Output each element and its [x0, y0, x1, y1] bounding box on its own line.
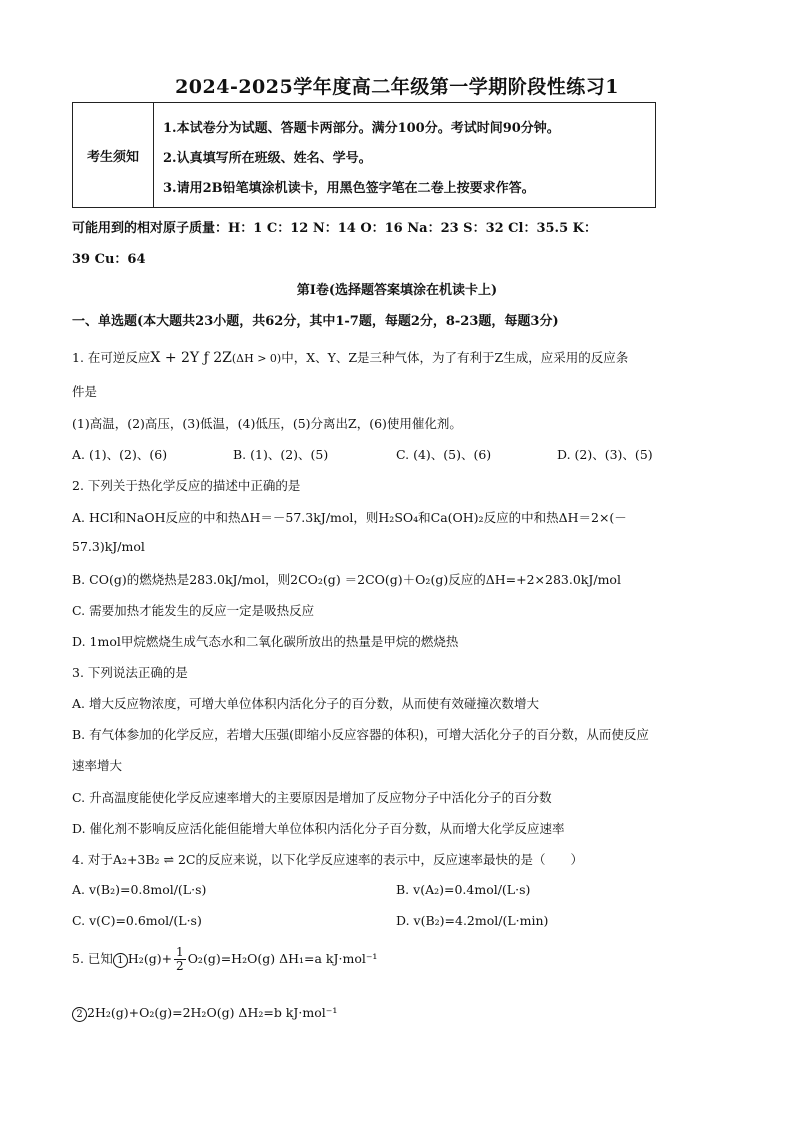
q5-eq1-part1: H₂(g)+: [127, 951, 173, 966]
q1-post: 中，X、Y、Z是三种气体，为了有利于Z生成，应采用的反应条: [281, 350, 629, 365]
q2-option-a-cont: 57.3)kJ/mol: [72, 539, 145, 554]
section-title: 第Ⅰ卷(选择题答案填涂在机读卡上): [296, 283, 498, 298]
notice-box: [72, 102, 656, 208]
question-1-stem: [72, 348, 628, 366]
q3-option-b-cont: 速率增大: [72, 758, 123, 773]
q5-fraction-denominator: 2: [176, 959, 184, 973]
q5-pre: 5. 已知: [72, 951, 113, 966]
q1-equation: X + 2Y ƒ 2Z: [150, 350, 232, 366]
q2-option-c: C. 需要加热才能发生的反应一定是吸热反应: [72, 603, 315, 618]
q1-option-d: D. (2)、(3)、(5): [557, 447, 653, 462]
q3-option-d: D. 催化剂不影响反应活化能但能增大单位体积内活化分子百分数，从而增大化学反应速率: [72, 821, 565, 836]
q3-option-b: B. 有气体参加的化学反应，若增大压强(即缩小反应容器的体积)，可增大活化分子的百分数，从而使反应: [72, 727, 649, 742]
q5-marker-1: 1: [113, 953, 128, 968]
q1-option-a: A. (1)、(2)、(6): [72, 447, 168, 462]
q5-eq1-part2: O₂(g)=H₂O(g) ΔH₁=a kJ·mol⁻¹: [187, 951, 378, 966]
q2-option-d: D. 1mol甲烷燃烧生成气态水和二氧化碳所放出的热量是甲烷的燃烧热: [72, 634, 459, 649]
exam-title: 2024-2025学年度高二年级第一学期阶段性练习1: [175, 76, 619, 98]
atomic-masses-line-2: 39 Cu：64: [72, 252, 146, 267]
question-4-stem: 4. 对于A₂+3B₂ ⇌ 2C的反应来说，以下化学反应速率的表示中，反应速率最快的是（ ）: [72, 852, 584, 867]
atomic-masses-line-1: 可能用到的相对原子质量：H：1 C：12 N：14 O：16 Na：23 S：32 Cl：35.5 K：: [72, 221, 597, 236]
notice-item: 3.请用2B铅笔填涂机读卡，用黑色签字笔在二卷上按要求作答。: [163, 181, 535, 196]
q4-option-c: C. v(C)=0.6mol/(L·s): [72, 913, 202, 928]
q5-fraction: [174, 946, 186, 973]
q5-marker-2: 2: [72, 1007, 87, 1022]
question-5-stem: [72, 946, 377, 973]
q2-option-a: A. HCl和NaOH反应的中和热ΔH＝－57.3kJ/mol，则H₂SO₄和Ca(OH)₂反应的中和热ΔH＝2×(－: [72, 510, 627, 525]
question-5-eq2: [72, 1005, 337, 1022]
notice-items: [163, 117, 560, 207]
q4-option-b: B. v(A₂)=0.4mol/(L·s): [396, 882, 531, 897]
q1-pre: 1. 在可逆反应: [72, 350, 151, 365]
q3-option-c: C. 升高温度能使化学反应速率增大的主要原因是增加了反应物分子中活化分子的百分数: [72, 790, 552, 805]
q3-option-a: A. 增大反应物浓度，可增大单位体积内活化分子的百分数，从而使有效碰撞次数增大: [72, 696, 539, 711]
q1-option-c: C. (4)、(5)、(6): [396, 447, 492, 462]
question-1-stem-cont: 件是: [72, 384, 98, 399]
notice-label: 考生须知: [73, 103, 154, 207]
q4-option-d: D. v(B₂)=4.2mol/(L·min): [396, 913, 549, 928]
part-title: 一、单选题(本大题共23小题，共62分，其中1-7题，每题2分，8-23题，每题3分): [72, 314, 559, 329]
q5-eq2: 2H₂(g)+O₂(g)=2H₂O(g) ΔH₂=b kJ·mol⁻¹: [87, 1005, 338, 1020]
notice-item: 1.本试卷分为试题、答题卡两部分。满分100分。考试时间90分钟。: [163, 121, 560, 136]
notice-item: 2.认真填写所在班级、姓名、学号。: [163, 151, 372, 166]
q5-fraction-numerator: 1: [176, 945, 184, 959]
question-3-stem: 3. 下列说法正确的是: [72, 665, 188, 680]
q2-option-b: B. CO(g)的燃烧热是283.0kJ/mol，则2CO₂(g) ＝2CO(g)＋O₂(g)反应的ΔH=+2×283.0kJ/mol: [72, 572, 621, 587]
q1-condition: (ΔH > 0): [231, 352, 282, 365]
q1-option-b: B. (1)、(2)、(5): [233, 447, 329, 462]
q4-option-a: A. v(B₂)=0.8mol/(L·s): [72, 882, 207, 897]
question-1-conditions: (1)高温，(2)高压，(3)低温，(4)低压，(5)分离出Z，(6)使用催化剂。: [72, 416, 462, 431]
question-2-stem: 2. 下列关于热化学反应的描述中正确的是: [72, 478, 301, 493]
